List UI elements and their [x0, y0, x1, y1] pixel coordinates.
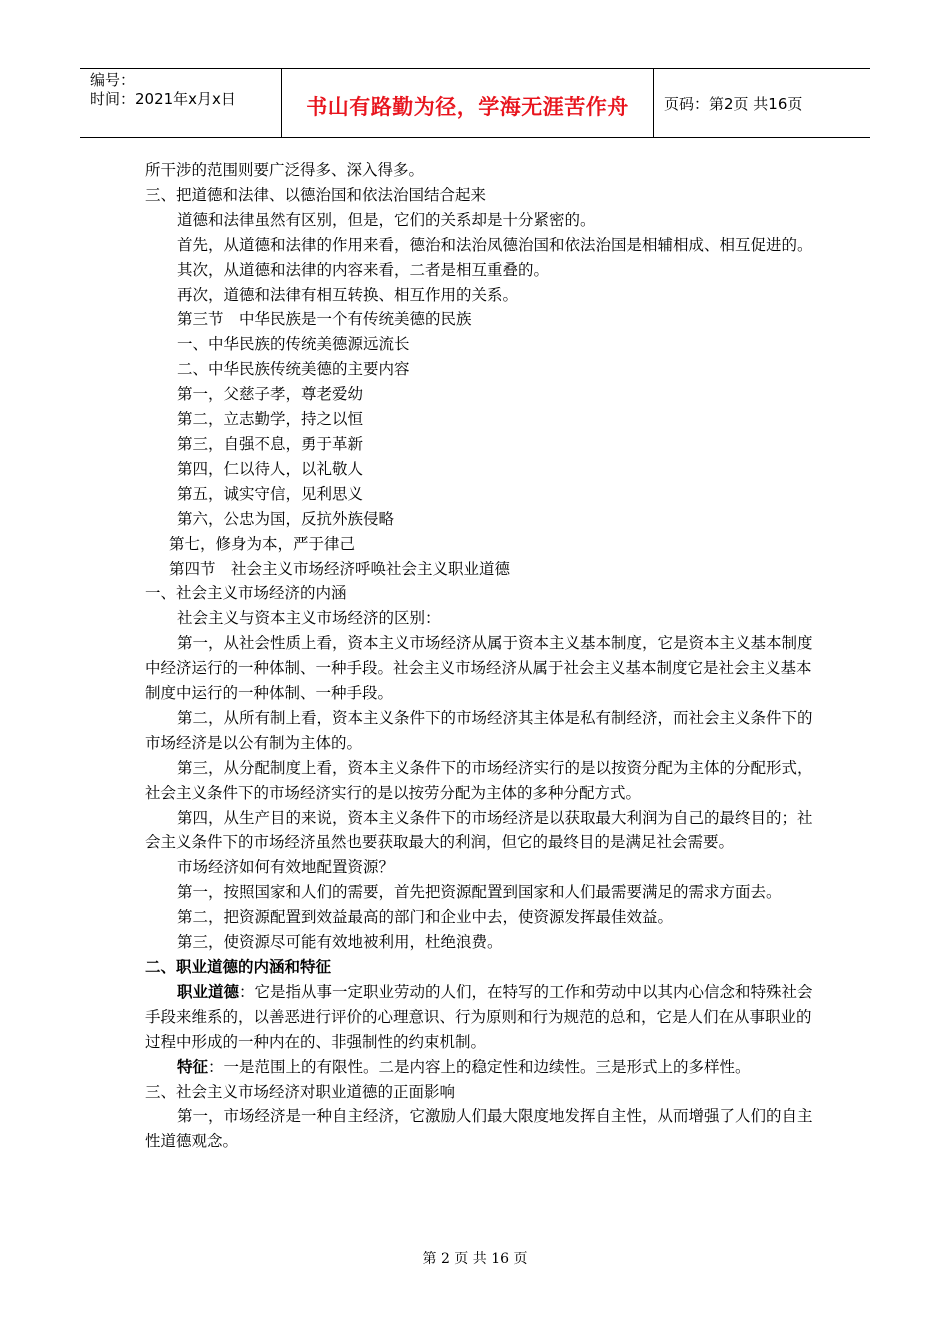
page-footer: 第 2 页 共 16 页: [422, 1251, 528, 1267]
header-page-info: 页码：第2页 共16页: [664, 94, 803, 113]
list-item: 第六，公忠为国，反抗外族侵略: [177, 509, 395, 528]
list-item: 第五，诚实守信，见利思义: [177, 484, 364, 503]
paragraph: [145, 980, 815, 1055]
list-item: 第二，立志勤学，持之以恒: [177, 410, 364, 429]
document-number-label: 编号：: [90, 71, 136, 89]
section-heading: 第三节 中华民族是一个有传统美德的民族: [177, 310, 472, 329]
paragraph: 所干涉的范围则要广泛得多、深入得多。: [145, 161, 425, 179]
section-heading: 一、中华民族的传统美德源远流长: [177, 335, 410, 354]
document-body: [145, 158, 815, 1154]
paragraph: 第一，按照国家和人们的需要，首先把资源配置到国家和人们最需要满足的需求方面去。: [177, 883, 782, 902]
paragraph: 再次，道德和法律有相互转换、相互作用的关系。: [177, 285, 519, 304]
section-heading: 二、中华民族传统美德的主要内容: [177, 360, 410, 379]
page-header: [80, 68, 870, 138]
term-definition: ：一是范围上的有限性。二是内容上的稳定性和边续性。三是形式上的多样性。: [208, 1057, 751, 1076]
list-item: 第三，自强不息，勇于革新: [177, 434, 364, 453]
header-meta: [80, 69, 282, 137]
term-label: 职业道德: [177, 982, 240, 1001]
section-heading: 一、社会主义市场经济的内涵: [145, 584, 347, 603]
term-definition: ：它是指从事一定职业劳动的人们，在特写的工作和劳动中以其内心信念和特殊社会手段来维系的，以善恶进行评价的心理意识、行为原则和行为规范的总和，它是人们在从事职业的过程中形成的一种内在的、非强制性的约束机制。: [145, 982, 813, 1051]
list-item: 第四，仁以待人，以礼敬人: [177, 459, 364, 478]
section-heading: 二、职业道德的内涵和特征: [145, 958, 332, 976]
section-heading: 第四节 社会主义市场经济呼唤社会主义职业道德: [169, 559, 511, 578]
paragraph: 第一，从社会性质上看，资本主义市场经济从属于资本主义基本制度，它是资本主义基本制度中经济运行的一种体制、一种手段。社会主义市场经济从属于社会主义基本制度它是社会主义基本制度中运行的一种体制、一种手段。: [145, 634, 813, 703]
paragraph: 第一，市场经济是一种自主经济，它激励人们最大限度地发挥自主性，从而增强了人们的自主性道德观念。: [145, 1107, 813, 1151]
paragraph: 道德和法律虽然有区别，但是，它们的关系却是十分紧密的。: [177, 210, 596, 229]
paragraph: 首先，从道德和法律的作用来看，德治和法治凤德治国和依法治国是相辅相成、相互促进的。: [177, 235, 813, 254]
paragraph: [145, 1055, 815, 1080]
paragraph: 第二，从所有制上看，资本主义条件下的市场经济其主体是私有制经济，而社会主义条件下的市场经济是以公有制为主体的。: [145, 708, 813, 752]
paragraph: 第三，使资源尽可能有效地被利用，杜绝浪费。: [177, 933, 503, 952]
document-time-label: 时间：2021年x月x日: [90, 90, 236, 108]
paragraph: 其次，从道德和法律的内容来看，二者是相互重叠的。: [177, 260, 550, 279]
paragraph: 第二，把资源配置到效益最高的部门和企业中去，使资源发挥最佳效益。: [177, 908, 674, 927]
paragraph: 第四，从生产目的来说，资本主义条件下的市场经济是以获取最大利润为自己的最终目的；社会主义条件下的市场经济虽然也要获取最大的利润，但它的最终目的是满足社会需要。: [145, 808, 813, 852]
paragraph: 社会主义与资本主义市场经济的区别：: [177, 609, 441, 628]
header-motto: 书山有路勤为径，学海无涯苦作舟: [282, 69, 654, 137]
section-heading: 三、把道德和法律、以德治国和依法治国结合起来: [145, 185, 487, 204]
paragraph: 第三，从分配制度上看，资本主义条件下的市场经济实行的是以按资分配为主体的分配形式，社会主义条件下的市场经济实行的是以按劳分配为主体的多种分配方式。: [145, 758, 813, 802]
list-item: 第七，修身为本，严于律己: [169, 534, 356, 553]
term-label: 特征: [177, 1057, 209, 1076]
section-heading: 三、社会主义市场经济对职业道德的正面影响: [145, 1082, 456, 1101]
list-item: 第一，父慈子孝，尊老爱幼: [177, 385, 364, 404]
paragraph: 市场经济如何有效地配置资源？: [177, 858, 395, 877]
